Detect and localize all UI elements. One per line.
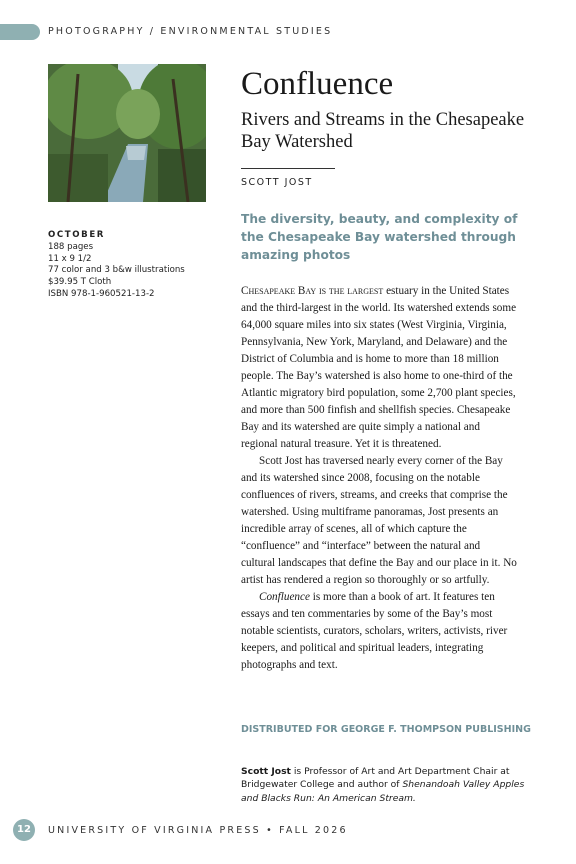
bio-name: Scott Jost (241, 766, 291, 777)
distributor-note: DISTRIBUTED FOR GEORGE F. THOMPSON PUBLISHING (241, 724, 531, 735)
section-tab-marker (0, 24, 40, 40)
bio-works: Shenandoah Valley Apples and Blacks Run: An American Stream. (241, 779, 525, 804)
paragraph-3-text: is more than a book of art. It features ten essays and ten commentaries by some of the Bay’s most notable scientists, curators, scholars, writers, activists, river keepers, and political and spiritual leaders, integrating photographs and text. (241, 591, 508, 671)
footer-text: UNIVERSITY OF VIRGINIA PRESS • FALL 2026 (48, 825, 348, 836)
pub-season: OCTOBER (48, 230, 106, 240)
book-cover-image (48, 64, 206, 202)
bio-text: is Professor of Art and Art Department Chair at Bridgewater College and author of (241, 766, 510, 791)
book-author: SCOTT JOST (241, 177, 313, 188)
paragraph-1-text: estuary in the United States and the third-largest in the world. Its watershed extends some 64,000 square miles into six states (West Virginia, Virginia, Pennsylvania, New York, Maryland, and Delaware) and the District of Columbia and is home to more than 18 million people. The Bay’s watershed is also home to one-third of the Atlantic migratory bird population, some 2,700 plant species, and more than 500 finfish and shellfish species. Chesapeake Bay and its watershed are quite simply a national and regional natural treasure. Yet it is threatened. (241, 285, 517, 450)
author-bio (241, 765, 531, 805)
illustration-count: 77 color and 3 b&w illustrations (48, 265, 185, 276)
book-title: Confluence (241, 66, 394, 102)
page-count: 188 pages (48, 241, 94, 252)
description-paragraph-1 (241, 283, 517, 453)
book-description (241, 283, 517, 674)
book-meta (48, 230, 185, 301)
title-italic: Confluence (259, 591, 310, 603)
book-tagline: The diversity, beauty, and complexity of the Chesapeake Bay watershed through amazing photos (241, 212, 518, 262)
book-subtitle: Rivers and Streams in the Chesapeake Bay Watershed (241, 110, 525, 152)
page-number-badge: 12 (13, 819, 35, 841)
description-paragraph-3 (241, 589, 517, 674)
title-divider (241, 168, 335, 169)
trim-size: 11 x 9 1/2 (48, 253, 92, 264)
price: $39.95 T Cloth (48, 277, 112, 288)
description-paragraph-2: Scott Jost has traversed nearly every corner of the Bay and its watershed since 2008, focusing on the notable confluences of rivers, streams, and creeks that comprise the watershed. Using multiframe panoramas, Jost presents an incredible array of scenes, all of which capture the “confluence” and “interface” between the natural and cultural landscapes that define the Bay and our place in it. No artist has rendered a region so thoroughly or so artfully. (241, 455, 517, 586)
section-heading: PHOTOGRAPHY / ENVIRONMENTAL STUDIES (48, 26, 333, 37)
lead-in-smallcaps: Chesapeake Bay is the largest (241, 285, 384, 297)
isbn: ISBN 978-1-960521-13-2 (48, 288, 155, 299)
